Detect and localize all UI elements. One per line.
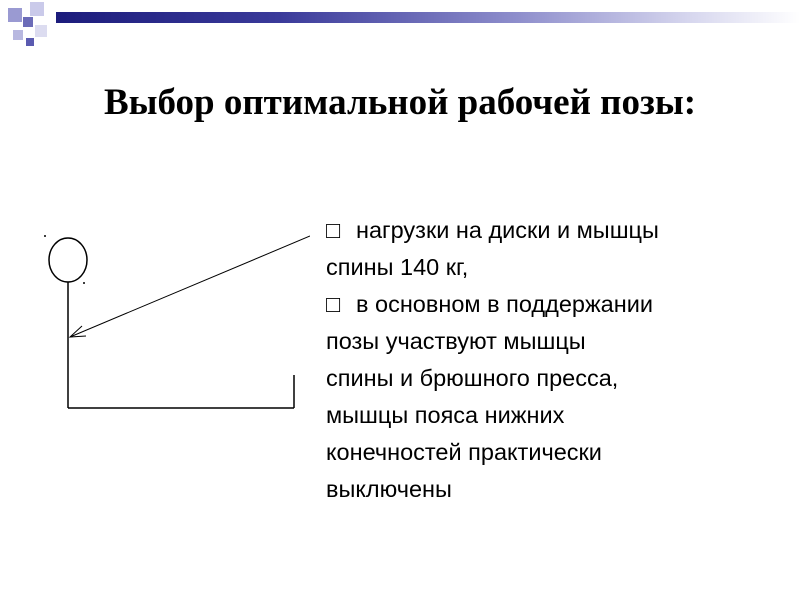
bullet-line: выключены <box>326 476 452 502</box>
arrow-line <box>70 236 310 337</box>
bullet-item <box>326 212 776 286</box>
bullet-square-icon: □ <box>326 217 341 243</box>
bullet-line: в основном в поддержании <box>356 291 653 317</box>
bullet-line: мышцы пояса нижних <box>326 402 565 428</box>
dot-marker <box>44 235 46 237</box>
decor-square <box>26 38 34 46</box>
bullet-line: нагрузки на диски и мышцы <box>356 217 659 243</box>
decor-square <box>30 2 44 16</box>
header-gradient-bar <box>56 12 800 23</box>
posture-diagram <box>40 225 310 415</box>
bullet-line: конечностей практически <box>326 439 602 465</box>
bullet-list <box>326 212 776 508</box>
dot-marker <box>83 282 85 284</box>
decor-square <box>23 17 33 27</box>
decor-square <box>35 25 47 37</box>
bullet-item <box>326 286 776 508</box>
head-circle <box>49 238 87 282</box>
decorative-squares <box>0 0 56 50</box>
bullet-line: спины и брюшного пресса, <box>326 365 619 391</box>
decor-square <box>13 30 23 40</box>
bullet-line: позы участвуют мышцы <box>326 328 586 354</box>
decor-square <box>8 8 22 22</box>
bullet-line: спины 140 кг, <box>326 254 469 280</box>
slide-title: Выбор оптимальной рабочей позы: <box>103 81 697 123</box>
bullet-square-icon: □ <box>326 291 341 317</box>
